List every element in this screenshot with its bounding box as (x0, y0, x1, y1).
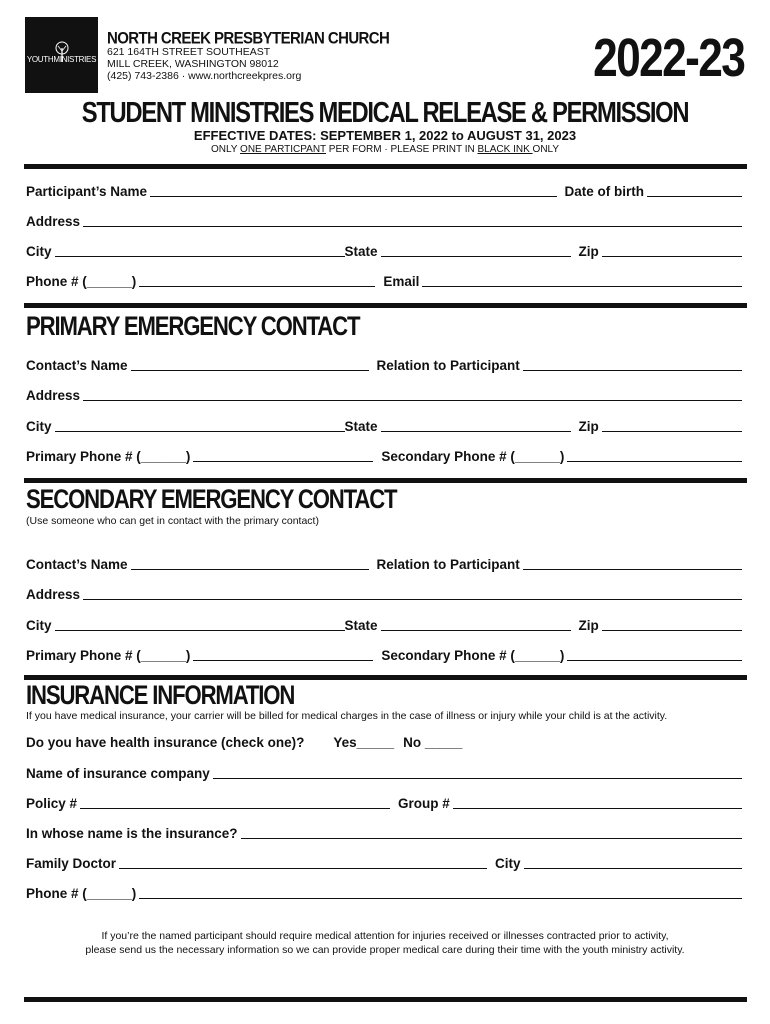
primary-city-label: City (26, 419, 52, 434)
participant-city-field[interactable] (55, 256, 345, 257)
logo-text: YOUTHMINISTRIES (26, 54, 97, 64)
insurance-whose-field[interactable] (241, 838, 742, 839)
participant-name-label: Participant’s Name (26, 184, 148, 199)
insurance-company-field[interactable] (213, 778, 742, 779)
secondary-address-field[interactable] (83, 599, 742, 600)
secondary-address-row (26, 586, 742, 602)
insurance-whose-row (26, 825, 742, 841)
youth-ministries-logo (25, 17, 98, 93)
divider-rule (24, 303, 747, 308)
secondary-relation-label: Relation to Participant (376, 557, 520, 572)
primary-secondary-phone-label: Secondary Phone # (______) (381, 449, 565, 464)
contact-line: (425) 743-2386 · www.northcreekpres.org (107, 70, 302, 82)
insurance-note: If you have medical insurance, your carrier will be billed for medical charges in the case of illness or injury while your child is at the activity. (26, 710, 668, 722)
print-instructions: ONLY ONE PARTICPANT PER FORM · PLEASE PRINT IN BLACK INK ONLY (210, 144, 560, 155)
family-doctor-field[interactable] (119, 868, 487, 869)
group-label: Group # (398, 796, 450, 811)
primary-city-field[interactable] (55, 431, 345, 432)
footer-line-2: please send us the necessary information so we can provide proper medical care during their time with the youth ministry activity. (85, 944, 685, 956)
doctor-phone-row (26, 885, 742, 901)
doctor-city-label: City (495, 856, 521, 871)
primary-address-row (26, 387, 742, 403)
secondary-secondary-phone-field[interactable] (567, 660, 742, 661)
participant-address-field[interactable] (83, 226, 742, 227)
primary-address-label: Address (26, 388, 81, 403)
bottom-rule (24, 997, 747, 1002)
secondary-primary-phone-label: Primary Phone # (______) (26, 648, 191, 663)
primary-phone-row (26, 448, 742, 464)
primary-phone-label: Primary Phone # (______) (26, 449, 191, 464)
primary-name-field[interactable] (131, 370, 369, 371)
form-year: 2022-23 (592, 28, 744, 88)
primary-relation-label: Relation to Participant (376, 358, 520, 373)
secondary-state-label: State (344, 618, 378, 633)
secondary-name-row (26, 556, 742, 572)
insurance-company-row (26, 765, 742, 781)
participant-state-label: State (344, 244, 378, 259)
participant-city-row (26, 243, 742, 259)
doctor-phone-field[interactable] (139, 898, 742, 899)
primary-zip-label: Zip (578, 419, 599, 434)
secondary-relation-field[interactable] (523, 569, 742, 570)
primary-secondary-phone-field[interactable] (567, 461, 742, 462)
footer-note (0, 929, 770, 957)
participant-city-label: City (26, 244, 52, 259)
dob-label: Date of birth (564, 184, 644, 199)
primary-name-label: Contact’s Name (26, 358, 128, 373)
secondary-contact-note: (Use someone who can get in contact with the primary contact) (26, 515, 319, 527)
family-doctor-label: Family Doctor (26, 856, 117, 871)
form-title: STUDENT MINISTRIES MEDICAL RELEASE & PERMISSION (81, 97, 689, 129)
secondary-name-field[interactable] (131, 569, 369, 570)
divider-rule (24, 478, 747, 483)
family-doctor-row (26, 855, 742, 871)
group-field[interactable] (453, 808, 742, 809)
participant-name-row (26, 183, 742, 199)
primary-name-row (26, 357, 742, 373)
insurance-yes-option[interactable]: Yes_____ (333, 735, 395, 750)
secondary-city-label: City (26, 618, 52, 633)
divider-rule (24, 164, 747, 169)
insurance-question-label: Do you have health insurance (check one)? (26, 735, 305, 750)
participant-phone-label: Phone # (______) (26, 274, 137, 289)
insurance-no-option[interactable]: No _____ (403, 735, 463, 750)
primary-city-row (26, 418, 742, 434)
church-name: NORTH CREEK PRESBYTERIAN CHURCH (107, 29, 390, 49)
participant-zip-label: Zip (578, 244, 599, 259)
primary-relation-field[interactable] (523, 370, 742, 371)
secondary-zip-field[interactable] (602, 630, 742, 631)
primary-state-label: State (344, 419, 378, 434)
primary-contact-heading: PRIMARY EMERGENCY CONTACT (26, 311, 360, 341)
primary-address-field[interactable] (83, 400, 742, 401)
participant-phone-row (26, 273, 742, 289)
address-line-2: MILL CREEK, WASHINGTON 98012 (107, 58, 279, 70)
doctor-city-field[interactable] (524, 868, 742, 869)
footer-line-1: If you’re the named participant should require medical attention for injuries received or illnesses contracted prior to activity, (101, 930, 669, 942)
participant-zip-field[interactable] (602, 256, 742, 257)
secondary-state-field[interactable] (381, 630, 571, 631)
secondary-primary-phone-field[interactable] (193, 660, 373, 661)
participant-email-label: Email (383, 274, 420, 289)
secondary-secondary-phone-label: Secondary Phone # (______) (381, 648, 565, 663)
primary-phone-field[interactable] (193, 461, 373, 462)
policy-label: Policy # (26, 796, 78, 811)
participant-phone-field[interactable] (139, 286, 375, 287)
dob-field[interactable] (647, 196, 742, 197)
address-line-1: 621 164TH STREET SOUTHEAST (107, 46, 271, 58)
primary-zip-field[interactable] (602, 431, 742, 432)
insurance-question-row (26, 734, 742, 750)
participant-name-field[interactable] (150, 196, 556, 197)
policy-field[interactable] (80, 808, 390, 809)
secondary-zip-label: Zip (578, 618, 599, 633)
secondary-contact-heading: SECONDARY EMERGENCY CONTACT (26, 484, 397, 514)
primary-state-field[interactable] (381, 431, 571, 432)
doctor-phone-label: Phone # (______) (26, 886, 137, 901)
participant-address-row (26, 213, 742, 229)
participant-email-field[interactable] (422, 286, 742, 287)
participant-address-label: Address (26, 214, 81, 229)
secondary-address-label: Address (26, 587, 81, 602)
insurance-company-label: Name of insurance company (26, 766, 210, 781)
secondary-phone-row (26, 647, 742, 663)
insurance-policy-row (26, 795, 742, 811)
participant-state-field[interactable] (381, 256, 571, 257)
secondary-name-label: Contact’s Name (26, 557, 128, 572)
insurance-heading: INSURANCE INFORMATION (26, 680, 295, 710)
insurance-whose-label: In whose name is the insurance? (26, 826, 238, 841)
secondary-city-row (26, 617, 742, 633)
secondary-city-field[interactable] (55, 630, 345, 631)
effective-dates: EFFECTIVE DATES: SEPTEMBER 1, 2022 to AUGUST 31, 2023 (193, 128, 577, 143)
